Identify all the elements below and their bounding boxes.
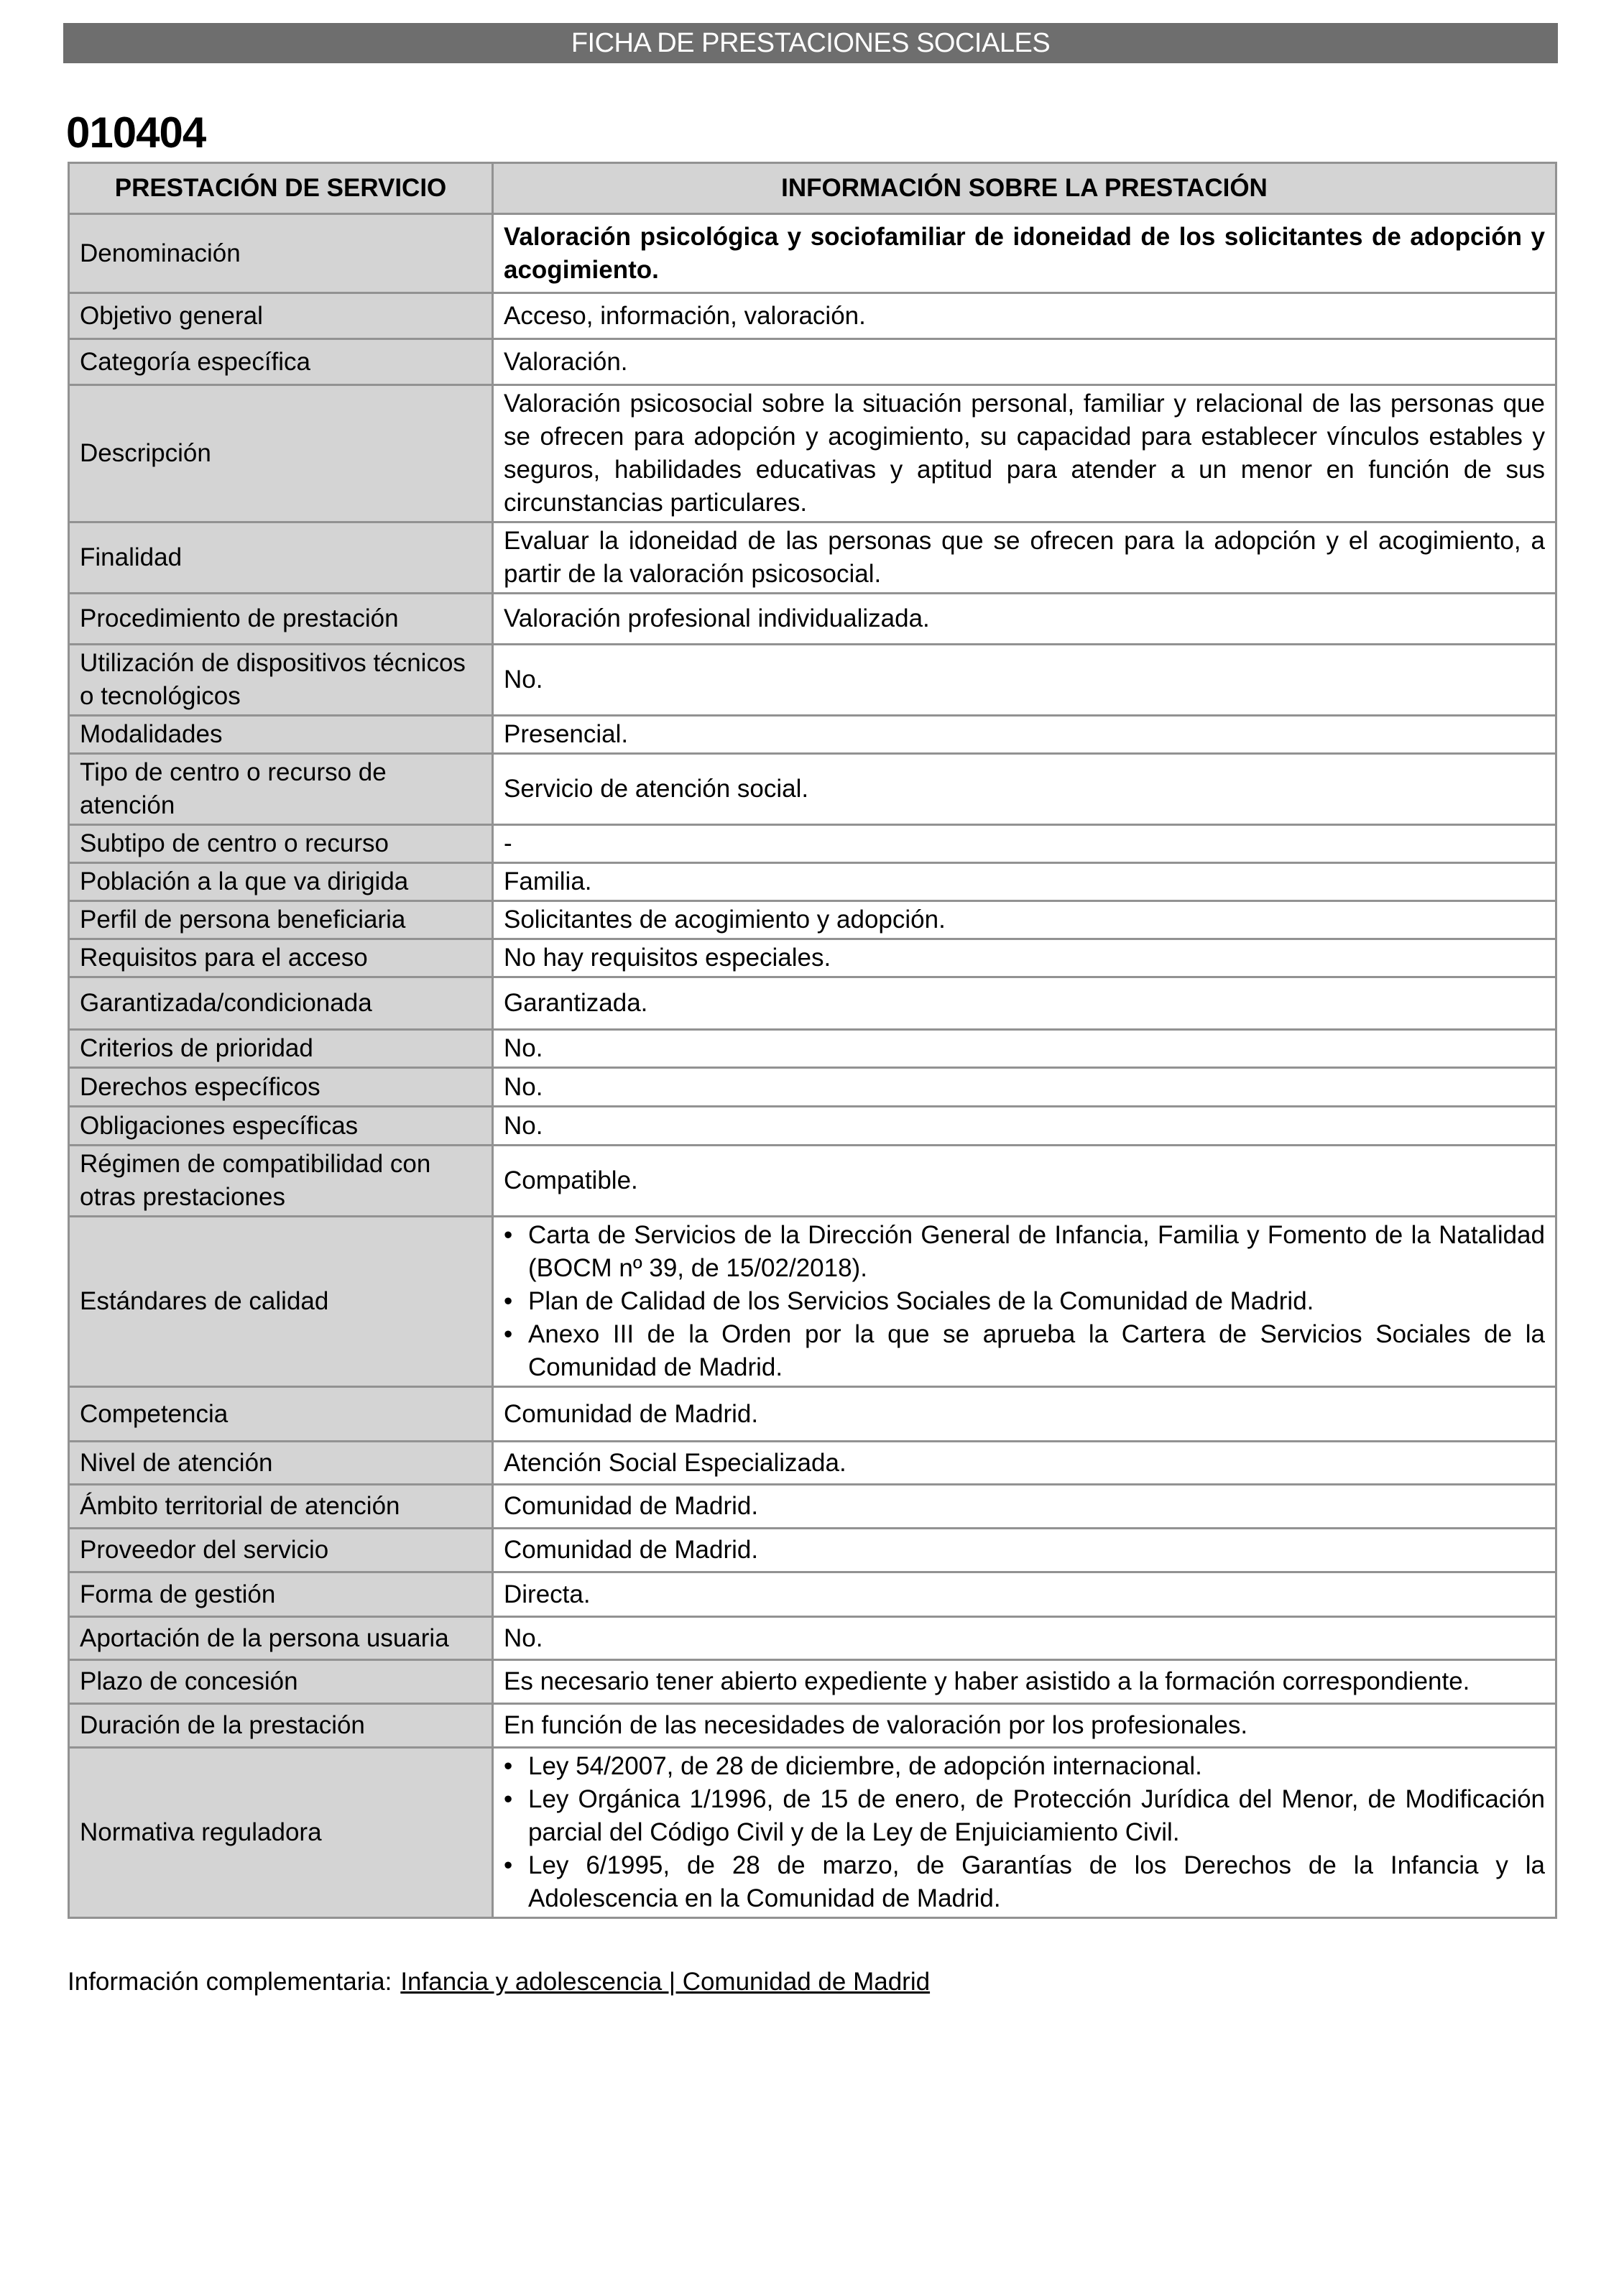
table-row [69,977,1556,1030]
row-label: Modalidades [69,716,493,754]
row-value: Valoración psicológica y sociofamiliar de idoneidad de los solicitantes de adopción y acogimiento. [493,214,1556,293]
complementary-info-link[interactable]: Infancia y adolescencia | Comunidad de Madrid [400,1968,931,1996]
list-item [504,1849,1545,1915]
row-label: Plazo de concesión [69,1660,493,1704]
document-header-bar [63,23,1558,63]
row-label: Objetivo general [69,293,493,339]
bullet-icon: • [504,1221,513,1249]
table-row [69,1660,1556,1704]
row-label: Utilización de dispositivos técnicos o tecnológicos [69,645,493,716]
list-item-text: Anexo III de la Orden por la que se aprueba la Cartera de Servicios Sociales de la Comunidad de Madrid. [528,1320,1545,1381]
row-label: Nivel de atención [69,1442,493,1485]
row-value: Solicitantes de acogimiento y adopción. [493,901,1556,939]
table-row [69,1217,1556,1387]
table-row [69,385,1556,522]
row-value [493,1217,1556,1387]
list-item [504,1285,1545,1318]
table-row [69,1146,1556,1217]
row-label: Población a la que va dirigida [69,863,493,901]
table-header-row [69,163,1556,214]
table-row [69,1485,1556,1529]
bullet-list [504,1750,1545,1915]
table-row [69,1617,1556,1660]
row-value: Directa. [493,1572,1556,1617]
service-code: 010404 [66,109,206,157]
bullet-icon: • [504,1752,513,1780]
row-label: Estándares de calidad [69,1217,493,1387]
bullet-icon: • [504,1851,513,1879]
row-value: Presencial. [493,716,1556,754]
row-value: - [493,825,1556,863]
table-row [69,1748,1556,1918]
table-row [69,754,1556,825]
row-label: Subtipo de centro o recurso [69,825,493,863]
row-value: Comunidad de Madrid. [493,1485,1556,1529]
list-item-text: Ley Orgánica 1/1996, de 15 de enero, de Protección Jurídica del Menor, de Modificación parcial del Código Civil y de la Ley de Enjuiciamiento Civil. [528,1785,1545,1846]
row-value: No. [493,1030,1556,1068]
list-item [504,1219,1545,1285]
complementary-info [68,1966,930,1999]
row-label: Aportación de la persona usuaria [69,1617,493,1660]
row-value: Evaluar la idoneidad de las personas que se ofrecen para la adopción y el acogimiento, a partir de la valoración psicosocial. [493,522,1556,594]
row-label: Finalidad [69,522,493,594]
list-item-text: Carta de Servicios de la Dirección General de Infancia, Familia y Fomento de la Natalidad (BOCM nº 39, de 15/02/2018). [528,1221,1545,1282]
table-row [69,1068,1556,1107]
row-value: Atención Social Especializada. [493,1442,1556,1485]
row-value: Comunidad de Madrid. [493,1529,1556,1572]
row-label: Garantizada/condicionada [69,977,493,1030]
row-value: Valoración. [493,339,1556,385]
row-value: Es necesario tener abierto expediente y haber asistido a la formación correspondiente. [493,1660,1556,1704]
table-row [69,645,1556,716]
row-label: Procedimiento de prestación [69,594,493,645]
list-item [504,1750,1545,1783]
row-label: Competencia [69,1387,493,1442]
bullet-icon: • [504,1287,513,1315]
table-row [69,863,1556,901]
table-row [69,1442,1556,1485]
row-label: Forma de gestión [69,1572,493,1617]
service-info-table [68,162,1557,1919]
row-label: Denominación [69,214,493,293]
row-label: Ámbito territorial de atención [69,1485,493,1529]
row-label: Requisitos para el acceso [69,939,493,977]
row-value: No. [493,1068,1556,1107]
table-row [69,522,1556,594]
bullet-list [504,1219,1545,1384]
table-row [69,1107,1556,1146]
list-item [504,1783,1545,1849]
bullet-icon: • [504,1320,513,1348]
table-row [69,1704,1556,1748]
row-value: Valoración psicosocial sobre la situación personal, familiar y relacional de las personas que se ofrecen para adopción y acogimiento, su capacidad para establecer vínculos estables y seguros, habilidades educativas y aptitud para atender a un menor en función de sus circunstancias particulares. [493,385,1556,522]
document-title: FICHA DE PRESTACIONES SOCIALES [571,28,1051,58]
row-value: Valoración profesional individualizada. [493,594,1556,645]
row-value: No. [493,1617,1556,1660]
table-row [69,1030,1556,1068]
table-row [69,1387,1556,1442]
table-row [69,716,1556,754]
row-label: Duración de la prestación [69,1704,493,1748]
list-item-text: Ley 54/2007, de 28 de diciembre, de adopción internacional. [528,1752,1202,1780]
list-item [504,1318,1545,1384]
row-value: En función de las necesidades de valoración por los profesionales. [493,1704,1556,1748]
row-label: Normativa reguladora [69,1748,493,1918]
row-label: Obligaciones específicas [69,1107,493,1146]
row-value: No. [493,1107,1556,1146]
row-value: Compatible. [493,1146,1556,1217]
row-value: Servicio de atención social. [493,754,1556,825]
list-item-text: Plan de Calidad de los Servicios Sociales de la Comunidad de Madrid. [528,1287,1314,1315]
row-label: Criterios de prioridad [69,1030,493,1068]
table-body [69,214,1556,1918]
row-value: Acceso, información, valoración. [493,293,1556,339]
table-row [69,293,1556,339]
row-value: No. [493,645,1556,716]
table-row [69,1529,1556,1572]
row-label: Régimen de compatibilidad con otras prestaciones [69,1146,493,1217]
row-label: Proveedor del servicio [69,1529,493,1572]
row-value [493,1748,1556,1918]
table-row [69,825,1556,863]
column-header-service: PRESTACIÓN DE SERVICIO [69,163,493,214]
row-label: Tipo de centro o recurso de atención [69,754,493,825]
row-label: Derechos específicos [69,1068,493,1107]
row-value: Comunidad de Madrid. [493,1387,1556,1442]
table-row [69,339,1556,385]
bullet-icon: • [504,1785,513,1813]
row-value: Garantizada. [493,977,1556,1030]
table-row [69,214,1556,293]
complementary-info-label: Información complementaria: [68,1968,392,1996]
row-value: No hay requisitos especiales. [493,939,1556,977]
row-label: Descripción [69,385,493,522]
table-row [69,901,1556,939]
row-label: Perfil de persona beneficiaria [69,901,493,939]
row-label: Categoría específica [69,339,493,385]
table-row [69,1572,1556,1617]
row-value: Familia. [493,863,1556,901]
table-row [69,594,1556,645]
table-row [69,939,1556,977]
list-item-text: Ley 6/1995, de 28 de marzo, de Garantías de los Derechos de la Infancia y la Adolescencia en la Comunidad de Madrid. [528,1851,1545,1912]
column-header-info: INFORMACIÓN SOBRE LA PRESTACIÓN [493,163,1556,214]
